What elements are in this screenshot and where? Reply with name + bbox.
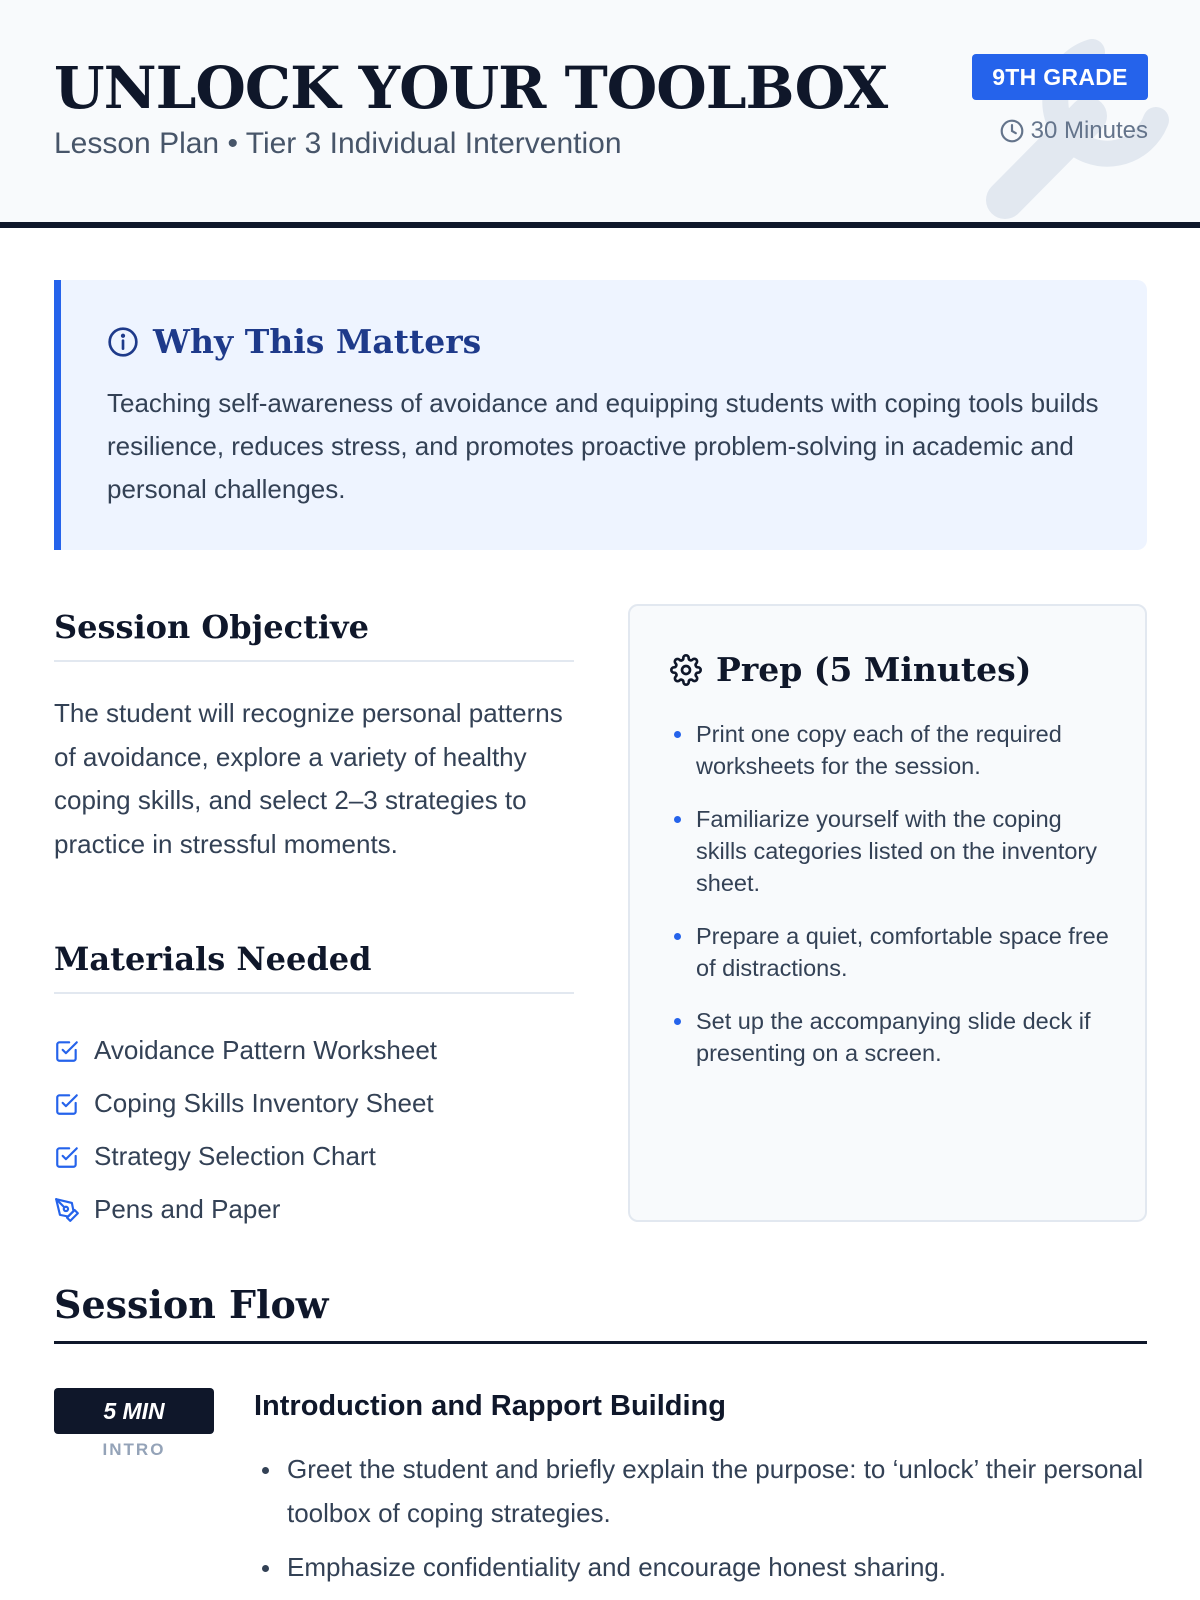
checkbox-icon [54, 1038, 80, 1064]
list-item: Familiarize yourself with the coping skills categories listed on the inventory sheet. [672, 803, 1112, 899]
page-header [0, 0, 1200, 228]
page-subtitle: Lesson Plan • Tier 3 Individual Intervention [54, 127, 622, 160]
clock-icon [999, 118, 1025, 144]
list-item [54, 1130, 437, 1183]
list-item: Greet the student and briefly explain the purpose: to ‘unlock’ their personal toolbox of coping strategies. [254, 1448, 1144, 1535]
session-flow-heading: Session Flow [54, 1282, 1147, 1344]
checkbox-icon [54, 1091, 80, 1117]
list-item: Prepare a quiet, comfortable space free of distractions. [672, 920, 1112, 984]
material-label: Strategy Selection Chart [94, 1141, 376, 1171]
why-text: Teaching self-awareness of avoidance and equipping students with coping tools builds resilience, reduces stress, and promotes proactive problem-solving in academic and personal challenges. [107, 388, 1099, 504]
list-item [54, 1077, 437, 1130]
list-item: Emphasize confidentiality and encourage honest sharing. [254, 1546, 1144, 1590]
list-item [54, 1024, 437, 1077]
prep-card [628, 604, 1147, 1222]
duration-label: 30 Minutes [1030, 117, 1148, 144]
prep-heading [670, 650, 1031, 689]
prep-title: Prep (5 Minutes) [716, 650, 1032, 689]
gear-icon [670, 654, 702, 686]
material-label: Coping Skills Inventory Sheet [94, 1088, 434, 1118]
material-label: Pens and Paper [94, 1194, 281, 1224]
page-title: UNLOCK YOUR TOOLBOX [54, 54, 888, 122]
time-badge: 5 MIN [54, 1388, 214, 1434]
why-title: Why This Matters [153, 322, 482, 361]
why-this-matters-callout [54, 280, 1147, 550]
pen-icon [54, 1197, 80, 1223]
grade-badge: 9TH GRADE [972, 54, 1148, 100]
material-label: Avoidance Pattern Worksheet [94, 1035, 438, 1065]
list-item: Set up the accompanying slide deck if presenting on a screen. [672, 1005, 1112, 1069]
step-title: Introduction and Rapport Building [254, 1390, 726, 1422]
why-heading [107, 322, 481, 361]
list-item: Print one copy each of the required worksheets for the session. [672, 718, 1112, 782]
objective-heading: Session Objective [54, 608, 574, 662]
list-item [54, 1183, 437, 1236]
prep-list [672, 718, 1112, 1090]
duration-indicator [999, 114, 1148, 148]
step-bullets [254, 1448, 1144, 1600]
phase-label: INTRO [102, 1440, 166, 1459]
objective-text: The student will recognize personal patterns of avoidance, explore a variety of healthy coping skills, and select 2–3 strategies to practice in stressful moments. [54, 698, 563, 859]
checkbox-icon [54, 1144, 80, 1170]
info-icon [107, 326, 139, 358]
materials-list [54, 1024, 437, 1236]
materials-heading: Materials Needed [54, 940, 574, 994]
